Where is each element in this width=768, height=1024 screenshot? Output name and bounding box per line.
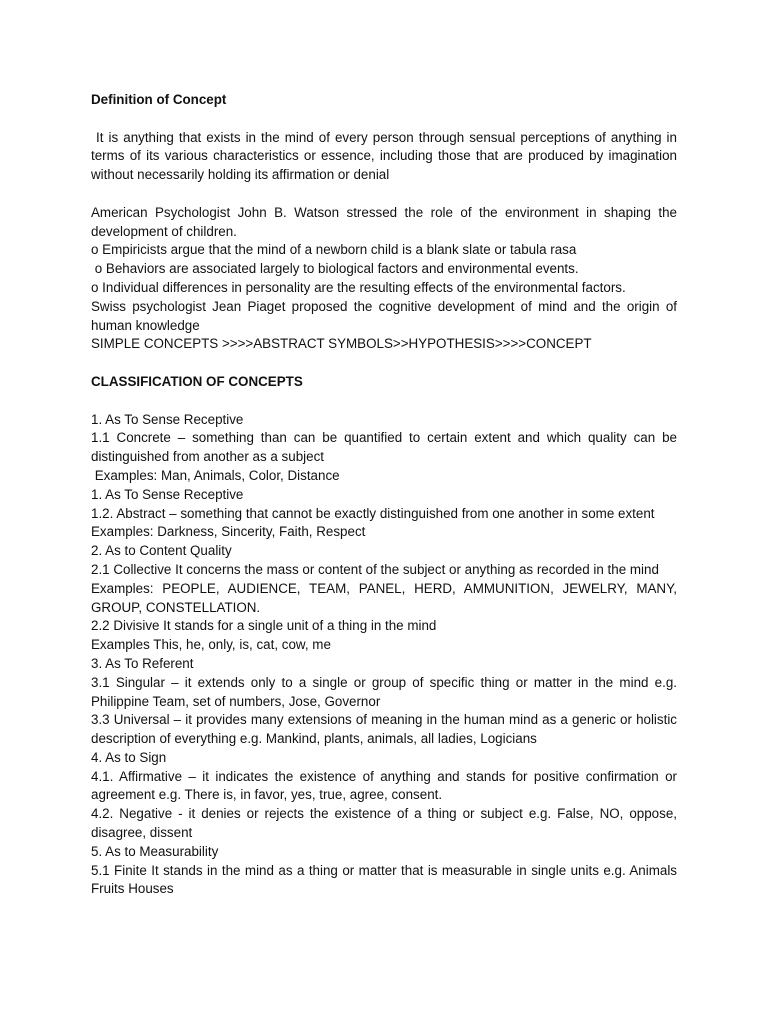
classification-line: 4.1. Affirmative – it indicates the existence of anything and stands for positive confirmation or agreement e.g. There is, in favor, yes, true, agree, consent.	[91, 768, 681, 803]
definition-heading: Definition of Concept	[91, 92, 227, 107]
classification-line: 5.1 Finite It stands in the mind as a thing or matter that is measurable in single units e.g. Animals Fruits Houses	[91, 862, 681, 897]
document-body	[91, 91, 681, 899]
spacer	[91, 110, 677, 129]
classification-line: 5. As to Measurability	[91, 843, 219, 859]
classification-line: 2.1 Collective It concerns the mass or content of the subject or anything as recorded in the mind	[91, 561, 659, 577]
classification-line: 3.3 Universal – it provides many extensions of meaning in the human mind as a generic or holistic description of everything e.g. Mankind, plants, animals, all ladies, Logicians	[91, 712, 681, 747]
piaget-paragraph: Swiss psychologist Jean Piaget proposed the cognitive development of mind and the origin of human knowledge	[91, 298, 681, 333]
spacer	[91, 354, 677, 373]
behaviors-line: o Behaviors are associated largely to biological factors and environmental events.	[91, 261, 579, 277]
classification-line: 3. As To Referent	[91, 655, 194, 671]
classification-line: 2.2 Divisive It stands for a single unit of a thing in the mind	[91, 618, 437, 634]
classification-line: 1.1 Concrete – something than can be quantified to certain extent and which quality can be distinguished from another as a subject	[91, 430, 681, 465]
classification-line: 1.2. Abstract – something that cannot be exactly distinguished from one another in some extent	[91, 505, 655, 521]
classification-line: Examples: Darkness, Sincerity, Faith, Respect	[91, 524, 366, 540]
classification-line: 1. As To Sense Receptive	[91, 486, 244, 502]
watson-paragraph: American Psychologist John B. Watson stressed the role of the environment in shaping the development of children.	[91, 204, 681, 239]
individual-differences-line: o Individual differences in personality are the resulting effects of the environmental factors.	[91, 279, 626, 295]
classification-line: Examples: Man, Animals, Color, Distance	[91, 467, 340, 483]
classification-line: Examples This, he, only, is, cat, cow, me	[91, 637, 331, 653]
classification-line: Examples: PEOPLE, AUDIENCE, TEAM, PANEL, HERD, AMMUNITION, JEWELRY, MANY, GROUP, CONSTELLATION.	[91, 580, 681, 615]
simple-concepts-line: SIMPLE CONCEPTS >>>>ABSTRACT SYMBOLS>>HYPOTHESIS>>>>CONCEPT	[91, 336, 592, 352]
classification-line: 2. As to Content Quality	[91, 543, 232, 559]
classification-line: 1. As To Sense Receptive	[91, 411, 244, 427]
classification-line: 4. As to Sign	[91, 749, 167, 765]
classification-line: 3.1 Singular – it extends only to a single or group of specific thing or matter in the mind e.g. Philippine Team, set of numbers, Jose, Governor	[91, 674, 681, 709]
spacer	[91, 392, 677, 411]
empiricists-line: o Empiricists argue that the mind of a newborn child is a blank slate or tabula rasa	[91, 242, 577, 258]
definition-paragraph: It is anything that exists in the mind of every person through sensual perceptions of anything in terms of its various characteristics or essence, including those that are produced by imagination without necessarily holding its affirmation or denial	[91, 129, 681, 183]
classification-line: 4.2. Negative - it denies or rejects the existence of a thing or subject e.g. False, NO, oppose, disagree, dissent	[91, 806, 681, 841]
classification-heading: CLASSIFICATION OF CONCEPTS	[91, 373, 303, 389]
spacer	[91, 185, 677, 204]
